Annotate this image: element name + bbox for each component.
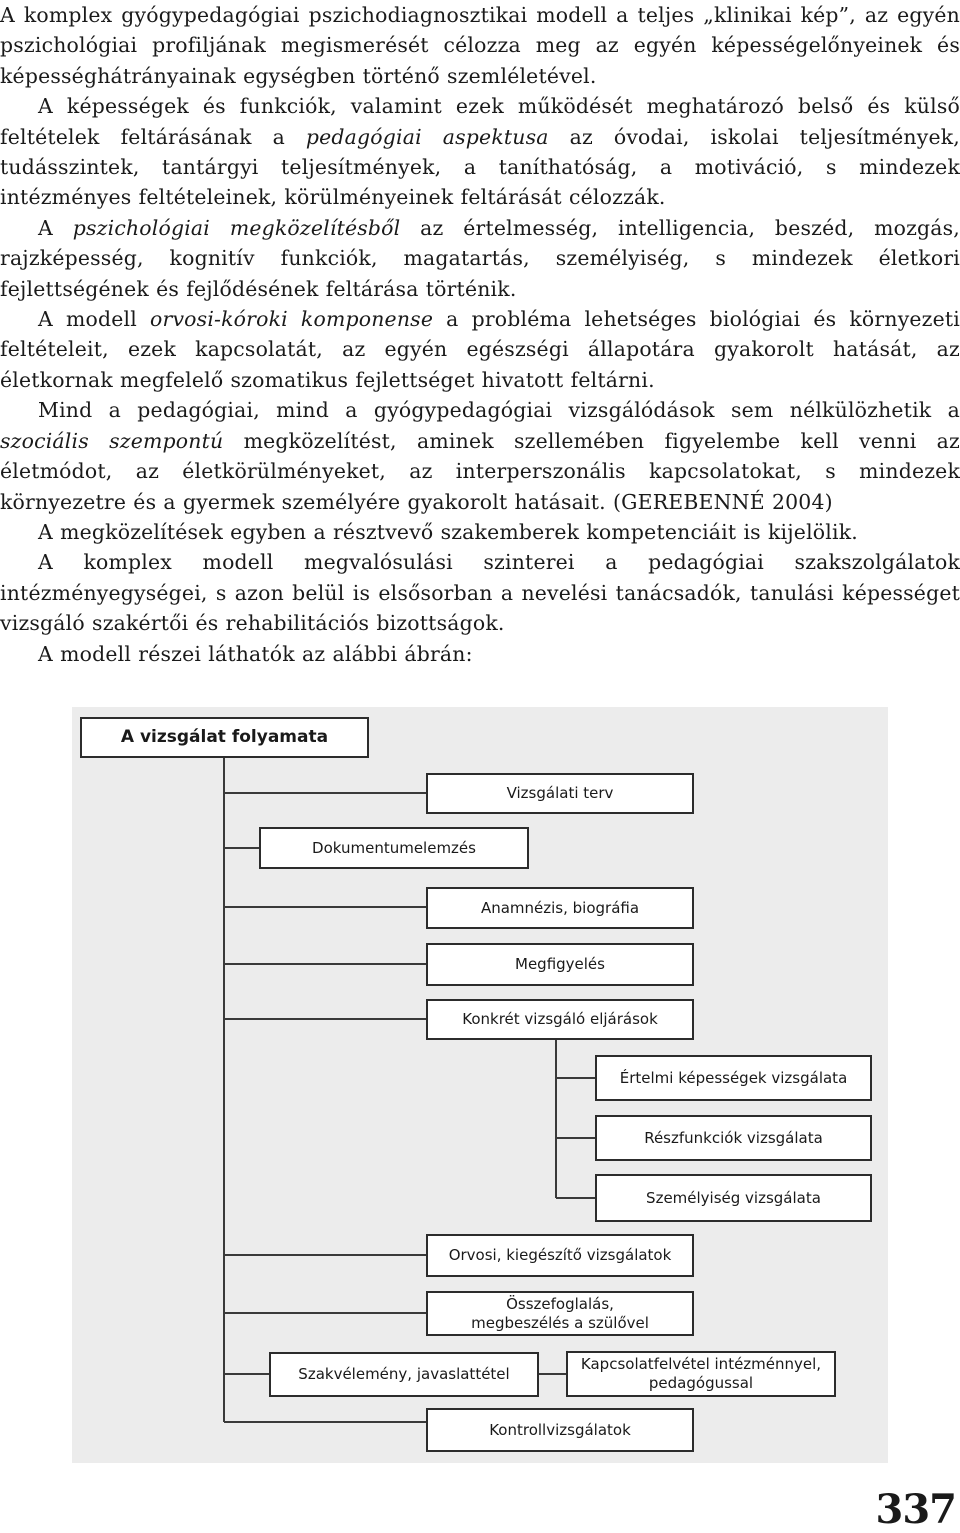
emphasis-psychological: pszichológiai megközelítésből (72, 215, 401, 240)
box-kapcsolat: Kapcsolatfelvétel intézménnyel, pedagógussal (566, 1351, 836, 1397)
box-konkret: Konkrét vizsgáló eljárások (426, 999, 694, 1040)
paragraph-2: A képességek és funkciók, valamint ezek működését meghatározó belső és külső feltételek feltárásának a pedagógiai aspektusa az óvodai, iskolai teljesítmények, tudásszintek, tantárgyi teljesítmények, a taníthatóság, a motiváció, s mindezek intézményes feltételeinek, körülményeinek feltárását célozzák. (0, 94, 960, 210)
box-szemelyiseg: Személyiség vizsgálata (595, 1174, 872, 1222)
box-megfigyeles: Megfigyelés (426, 943, 694, 986)
box-osszefoglalas: Összefoglalás, megbeszélés a szülővel (426, 1291, 694, 1336)
box-dokumentumelemzes: Dokumentumelemzés (259, 827, 529, 869)
box-vizsgalati-terv: Vizsgálati terv (426, 773, 694, 814)
process-diagram (72, 707, 888, 1463)
paragraph-7: A komplex modell megvalósulási szinterei a pedagógiai szakszolgálatok intézményegységei, s azon belül is elsősorban a nevelési tanácsadók, tanulási képességet vizsgáló szakértői és rehabilitációs bizottságok. (0, 550, 960, 636)
body-text (0, 0, 960, 669)
box-szakvelemeny: Szakvélemény, javaslattétel (269, 1352, 539, 1397)
box-ertelmi: Értelmi képességek vizsgálata (595, 1055, 872, 1101)
emphasis-social: szociális szempontú (0, 428, 224, 453)
page-number: 337 (875, 1486, 956, 1533)
box-reszfunkciok: Részfunkciók vizsgálata (595, 1115, 872, 1161)
paragraph-6: A megközelítések egyben a résztvevő szakemberek kompetenciáit is kijelölik. (38, 519, 858, 544)
box-kontroll: Kontrollvizsgálatok (426, 1408, 694, 1452)
paragraph-1: A komplex gyógypedagógiai pszichodiagnosztikai modell a teljes „klinikai kép”, az egyén pszichológiai profiljának megismerését célozza meg az egyén képességelőnyeinek és képességhátrányainak egységben történő szemléletével. (0, 3, 960, 88)
box-anamnezis: Anamnézis, biográfia (426, 887, 694, 929)
emphasis-medical: orvosi-kóroki komponense (150, 307, 434, 332)
paragraph-8: A modell részei láthatók az alábbi ábrán: (38, 641, 473, 666)
paragraph-5: Mind a pedagógiai, mind a gyógypedagógiai vizsgálódások sem nélkülözhetik a szociális szempontú megközelítést, aminek szellemében figyelembe kell venni az életmódot, az életkörülményeket, az interperszonális kapcsolatokat, s mindezek környezetre és a gyermek személyére gyakorolt hatásait. (GEREBENNÉ 2004) (0, 398, 960, 514)
paragraph-4: A modell orvosi-kóroki komponense a probléma lehetséges biológiai és környezeti feltételeit, ezek kapcsolatát, az egyén egészségi állapotára gyakorolt hatását, az életkornak megfelelő szomatikus fejlettséget hivatott feltárni. (0, 307, 960, 392)
emphasis-pedagogical: pedagógiai aspektusa (305, 124, 549, 149)
box-orvosi: Orvosi, kiegészítő vizsgálatok (426, 1234, 694, 1277)
paragraph-3: A pszichológiai megközelítésből az értelmesség, intelligencia, beszéd, mozgás, rajzképesség, kognitív funkciók, magatartás, személyiség, s mindezek életkori fejlettségének és fejlődésének feltárása történik. (0, 215, 960, 301)
title-box: A vizsgálat folyamata (80, 717, 369, 758)
